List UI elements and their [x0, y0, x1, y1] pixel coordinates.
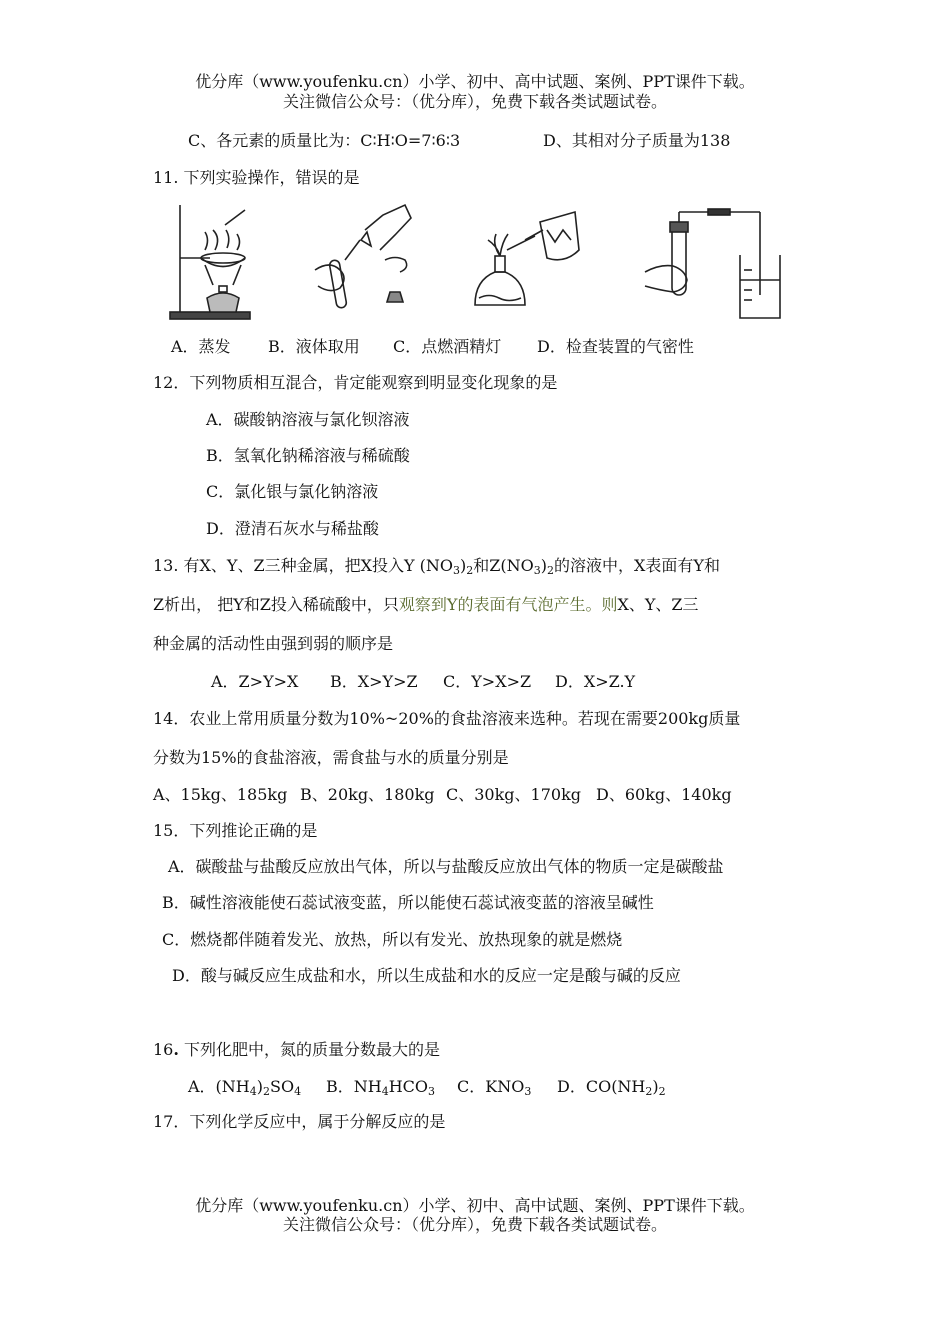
q13-l2-pre: Z析出， 把Y和Z投入稀硫酸中，只 — [153, 595, 399, 614]
q16-option-b — [326, 1077, 435, 1097]
q11-stem: 11. 下列实验操作，错误的是 — [153, 168, 360, 187]
q11-option-d: D．检查装置的气密性 — [537, 337, 694, 356]
header-line-1: 优分库（www.youfenku.cn）小学、初中、高中试题、案例、PPT课件下载。 — [195, 72, 755, 91]
q15-stem: 15．下列推论正确的是 — [153, 821, 318, 840]
q14-line-1: 14．农业上常用质量分数为10%~20%的食盐溶液来选种。若现在需要200kg质量 — [153, 709, 741, 728]
q13-sub2: 2 — [466, 564, 474, 577]
q16-c-s3: 3 — [524, 1085, 532, 1098]
q16-option-a — [188, 1077, 301, 1097]
q16-b-pre: B．NH — [326, 1077, 382, 1096]
footer-line-1: 优分库（www.youfenku.cn）小学、初中、高中试题、案例、PPT课件下载。 — [195, 1196, 755, 1215]
q16-b-post: HCO — [388, 1077, 429, 1096]
q13-line-2 — [153, 595, 699, 615]
q14-line-2: 分数为15%的食盐溶液，需食盐与水的质量分别是 — [153, 748, 509, 767]
q16-d-post: ) — [652, 1077, 659, 1096]
q15-option-a: A．碳酸盐与盐酸反应放出气体，所以与盐酸反应放出气体的物质一定是碳酸盐 — [168, 857, 724, 876]
q13-sub2b: 2 — [547, 564, 554, 577]
q13-option-d: D．X>Z.Y — [555, 672, 636, 691]
header-line-2: 关注微信公众号：（优分库），免费下载各类试题试卷。 — [282, 92, 667, 111]
q13-option-c: C．Y>X>Z — [443, 672, 532, 691]
q16-b-s3: 3 — [428, 1085, 436, 1098]
q12-option-d: D．澄清石灰水与稀盐酸 — [206, 519, 379, 538]
q16-c-pre: C．KNO — [457, 1077, 525, 1096]
q16-option-d — [557, 1077, 666, 1097]
alcohol-lamp-lighting-image — [465, 200, 585, 325]
q12-option-b: B．氢氧化钠稀溶液与稀硫酸 — [206, 446, 410, 465]
q16-a-pre: A．(NH — [188, 1077, 250, 1096]
liquid-taking-image — [305, 200, 415, 325]
q13-l1-pre: 13. 有X、Y、Z三种金属，把X投入Y (NO — [153, 556, 454, 575]
q16-number: 16 — [153, 1040, 174, 1059]
q12-option-c: C．氯化银与氯化钠溶液 — [206, 482, 379, 501]
q16-dot: . — [173, 1040, 179, 1059]
q16-a-s4: 4 — [249, 1085, 257, 1098]
q14-option-c: C、30kg、170kg — [446, 785, 582, 804]
q14-option-a: A、15kg、185kg — [153, 785, 288, 804]
q13-close-b: ) — [540, 556, 547, 575]
q16-a-post: SO — [270, 1077, 295, 1096]
q13-line-1 — [153, 556, 720, 576]
q14-option-d: D、60kg、140kg — [596, 785, 732, 804]
q13-sub3: 3 — [453, 564, 461, 577]
q15-option-c: C．燃烧都伴随着发光、放热，所以有发光、放热现象的就是燃烧 — [162, 930, 623, 949]
q10-option-d: D、其相对分子质量为138 — [543, 131, 731, 150]
q14-option-b: B、20kg、180kg — [300, 785, 435, 804]
q17-stem: 17．下列化学反应中，属于分解反应的是 — [153, 1112, 446, 1131]
q12-option-a: A．碳酸钠溶液与氯化钡溶液 — [206, 410, 410, 429]
q15-option-b: B．碱性溶液能使石蕊试液变蓝，所以能使石蕊试液变蓝的溶液呈碱性 — [162, 893, 654, 912]
q13-line-3: 种金属的活动性由强到弱的顺序是 — [153, 634, 394, 653]
footer-line-2: 关注微信公众号：（优分库），免费下载各类试题试卷。 — [282, 1215, 667, 1234]
q13-l2-green: 观察到Y的表面有气泡产生。则 — [398, 595, 618, 614]
q13-l2-post: X、Y、Z三 — [617, 595, 699, 614]
q16-a-close: ) — [256, 1077, 264, 1096]
q13-option-b: B．X>Y>Z — [330, 672, 418, 691]
q13-close: ) — [460, 556, 467, 575]
q16-d-pre: D．CO(NH — [557, 1077, 646, 1096]
q10-option-c: C、各元素的质量比为：C∶H∶O=7∶6∶3 — [188, 131, 461, 150]
q16-stem-text: 下列化肥中，氮的质量分数最大的是 — [178, 1040, 441, 1059]
q16-stem — [153, 1040, 440, 1060]
q16-b-s4: 4 — [381, 1085, 389, 1098]
q12-stem: 12．下列物质相互混合，肯定能观察到明显变化现象的是 — [153, 373, 558, 392]
q11-option-c: C．点燃酒精灯 — [393, 337, 502, 356]
evaporation-apparatus-image — [165, 200, 255, 325]
q16-d-s2b: 2 — [658, 1085, 666, 1098]
q13-l1-mid: 和Z(NO — [473, 556, 534, 575]
q16-option-c — [457, 1077, 531, 1097]
q13-option-a: A．Z>Y>X — [211, 672, 299, 691]
q11-option-b: B．液体取用 — [268, 337, 360, 356]
q16-a-s2: 2 — [263, 1085, 271, 1098]
q13-l1-post: 的溶液中，X表面有Y和 — [554, 556, 720, 575]
q13-sub3b: 3 — [533, 564, 541, 577]
q15-option-d: D．酸与碱反应生成盐和水，所以生成盐和水的反应一定是酸与碱的反应 — [172, 966, 681, 985]
air-tightness-check-image — [640, 200, 790, 325]
q11-option-a: A．蒸发 — [171, 337, 231, 356]
q16-d-s2: 2 — [645, 1085, 653, 1098]
q16-a-s4b: 4 — [294, 1085, 302, 1098]
